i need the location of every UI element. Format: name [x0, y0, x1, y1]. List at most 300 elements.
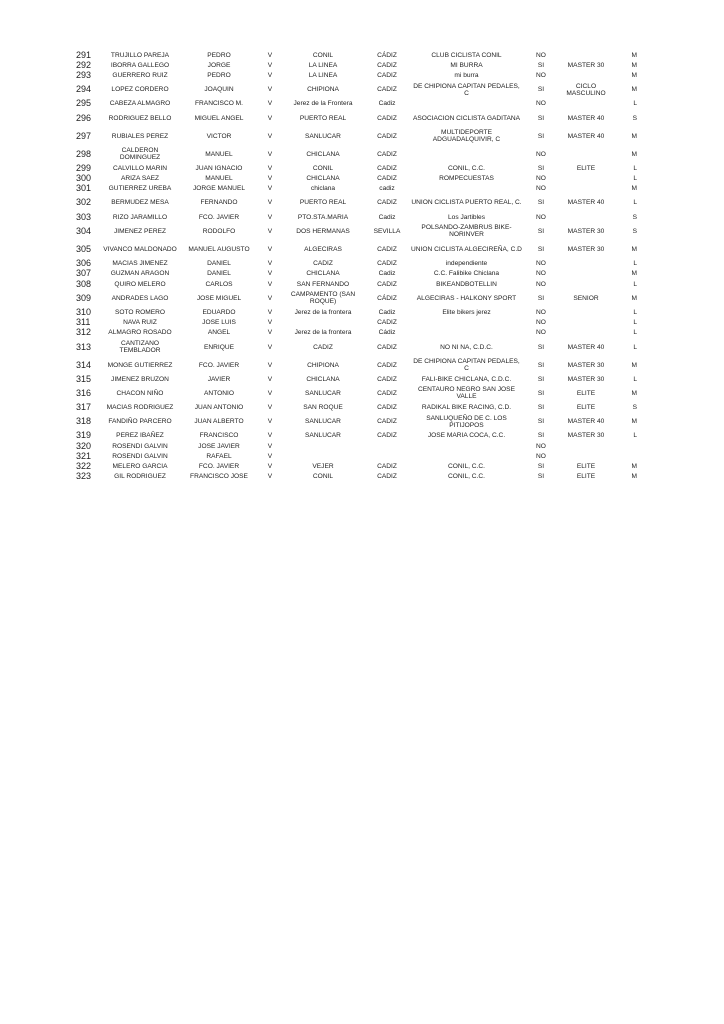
sex-cell: V [267, 294, 273, 302]
federated-cell: NO [536, 100, 546, 108]
federated-cell: SI [537, 86, 545, 94]
sex-cell: V [267, 51, 273, 59]
surname-cell: PEREZ IBAÑEZ [116, 432, 164, 440]
size-cell: M [631, 473, 637, 481]
province-cell: SEVILLA [373, 227, 401, 235]
club-cell: CONIL, C.C. [447, 164, 485, 172]
sex-cell: V [267, 259, 273, 267]
club-cell: mi burra [454, 72, 479, 80]
club-cell: UNION CICLISTA PUERTO REAL, C. [411, 199, 522, 207]
first-name-cell: RODOLFO [202, 227, 236, 235]
table-row [62, 269, 637, 279]
size-cell: S [632, 213, 637, 221]
province-cell: CADIZ [377, 432, 397, 440]
federated-cell: SI [537, 227, 545, 235]
surname-cell: IBORRA GALLEGO [110, 61, 170, 69]
row-number: 316 [76, 387, 92, 398]
size-cell: L [633, 375, 637, 383]
first-name-cell: FRANCISCO [199, 432, 239, 440]
table-row [62, 163, 637, 173]
row-number: 300 [76, 173, 92, 184]
size-cell: S [632, 404, 637, 411]
province-cell: CADIZ [377, 280, 397, 288]
row-number: 305 [76, 243, 92, 254]
club-cell: RADIKAL BIKE RACING, C.D. [421, 404, 512, 411]
row-number: 291 [76, 50, 92, 60]
table-row [62, 127, 637, 145]
surname-cell: ROSENDI GALVIN [112, 452, 168, 460]
category-cell: MASTER 30 [567, 227, 605, 235]
category-cell: ELITE [576, 463, 596, 471]
category-cell: ELITE [576, 404, 596, 411]
federated-cell: NO [536, 452, 546, 460]
table-row [62, 413, 637, 431]
row-number: 302 [76, 197, 92, 208]
town-cell: PUERTO REAL [299, 199, 347, 207]
surname-cell: FANDIÑO PARCERO [108, 418, 172, 426]
table-row [62, 81, 637, 99]
row-number: 299 [76, 163, 92, 173]
federated-cell: NO [536, 270, 546, 278]
size-cell: L [633, 280, 637, 288]
club-cell: BIKEANDBOTELLIN [436, 280, 497, 288]
sex-cell: V [267, 185, 273, 193]
table-row [62, 145, 637, 163]
row-number: 311 [76, 317, 91, 328]
province-cell: CÁDIZ [377, 294, 397, 302]
club-cell: ALGECIRAS - HALKONY SPORT [416, 294, 517, 302]
sex-cell: V [267, 452, 273, 460]
row-number: 318 [76, 416, 92, 427]
table-row [62, 99, 637, 109]
first-name-cell: FERNANDO [200, 199, 238, 207]
federated-cell: SI [537, 114, 545, 122]
sex-cell: V [267, 114, 273, 122]
federated-cell: SI [537, 389, 545, 397]
size-cell [613, 451, 637, 461]
first-name-cell: PEDRO [207, 51, 231, 59]
sex-cell: V [267, 61, 273, 69]
federated-cell: SI [537, 432, 545, 440]
town-cell: SAN ROQUE [303, 404, 343, 411]
surname-cell: GIL RODRIGUEZ [114, 473, 166, 481]
category-cell: MASTER 30 [567, 61, 605, 69]
surname-cell: MONGE GUTIERREZ [107, 361, 173, 369]
club-cell: ROMPECUESTAS [439, 175, 494, 183]
club-cell: UNION CICLISTA ALGECIREÑA, C.D [411, 245, 522, 253]
row-number: 320 [76, 441, 92, 451]
town-cell: CHIPIONA [307, 361, 339, 369]
province-cell: CADIZ [377, 259, 397, 267]
size-cell: L [633, 175, 637, 183]
surname-cell: NAVA RUIZ [123, 319, 157, 327]
sex-cell: V [267, 375, 273, 383]
first-name-cell: FRANCISCO JOSE [190, 473, 248, 481]
row-number: 309 [76, 292, 92, 303]
table-row [62, 472, 637, 482]
category-cell: MASTER 30 [567, 375, 605, 383]
row-number: 322 [76, 461, 92, 472]
town-cell: PUERTO REAL [299, 114, 347, 122]
club-cell: Elite bikers jerez [442, 308, 491, 316]
federated-cell: NO [536, 175, 546, 183]
town-cell: LA LINEA [308, 61, 338, 69]
table-row [62, 384, 637, 402]
province-cell [364, 441, 410, 451]
town-cell: Jerez de la frontera [294, 308, 352, 316]
category-cell [559, 184, 613, 194]
size-cell: L [633, 319, 637, 327]
province-cell: CADIZ [377, 86, 397, 94]
province-cell: Cadiz [378, 308, 396, 316]
first-name-cell: JUAN ANTONIO [194, 404, 244, 411]
province-cell: CADIZ [377, 164, 397, 172]
sex-cell: V [267, 150, 273, 158]
town-cell: SANLUCAR [305, 432, 341, 440]
town-cell: CADIZ [313, 259, 333, 267]
category-cell [559, 50, 613, 60]
province-cell: CADIZ [377, 404, 397, 411]
sex-cell: V [267, 280, 273, 288]
table-row [62, 307, 637, 317]
first-name-cell: JORGE [207, 61, 231, 69]
row-number: 313 [76, 341, 92, 352]
category-cell: ELITE [576, 164, 596, 172]
category-cell: MASTER 30 [567, 245, 605, 253]
participants-rows [62, 50, 637, 482]
surname-cell: ROSENDI GALVIN [112, 442, 168, 450]
sex-cell: V [267, 213, 273, 221]
province-cell: CADIZ [377, 72, 397, 80]
federated-cell: NO [536, 442, 546, 450]
sex-cell: V [267, 329, 273, 337]
town-cell: CHICLANA [306, 375, 340, 383]
table-row [62, 318, 637, 328]
first-name-cell: JORGE MANUEL [192, 185, 246, 193]
size-cell: L [633, 432, 637, 440]
surname-cell: CANTIZANO TEMBLADOR [119, 339, 161, 355]
first-name-cell: JUAN ALBERTO [194, 418, 244, 426]
town-cell: SANLUCAR [305, 132, 341, 140]
size-cell: M [631, 86, 637, 94]
size-cell: M [631, 132, 637, 140]
sex-cell: V [267, 175, 273, 183]
surname-cell: GUERRERO RUIZ [112, 72, 168, 80]
row-number: 319 [76, 430, 92, 441]
table-row [62, 431, 637, 441]
first-name-cell: DANIEL [207, 270, 231, 278]
province-cell [364, 451, 410, 461]
row-number: 308 [76, 278, 92, 289]
size-cell: M [631, 185, 637, 193]
town-cell: SANLUCAR [305, 389, 341, 397]
sex-cell: V [267, 245, 273, 253]
province-cell: CADIZ [377, 245, 397, 253]
row-number: 303 [76, 212, 92, 222]
size-cell: L [633, 199, 637, 207]
sex-cell: V [267, 132, 273, 140]
surname-cell: ARIZA SAEZ [120, 175, 160, 183]
club-cell: JOSE MARIA COCA, C.C. [427, 432, 506, 440]
town-cell: Jerez de la frontera [294, 329, 352, 337]
table-row [62, 441, 637, 451]
federated-cell: NO [536, 51, 546, 59]
size-cell: M [631, 61, 637, 69]
surname-cell: ALMAGRO ROSADO [108, 329, 172, 337]
size-cell: M [631, 294, 637, 302]
surname-cell: MELERO GARCIA [112, 463, 168, 471]
first-name-cell: FRANCISCO M. [195, 100, 243, 108]
surname-cell: BERMUDEZ MESA [111, 199, 169, 207]
size-cell: M [631, 72, 637, 80]
size-cell: S [632, 114, 637, 122]
surname-cell: RODRIGUEZ BELLO [108, 114, 172, 122]
town-cell: CHICLANA [306, 150, 340, 158]
surname-cell: CALVILLO MARIN [112, 164, 168, 172]
town-cell: CONIL [312, 51, 334, 59]
club-cell [410, 99, 523, 109]
first-name-cell: VICTOR [206, 132, 232, 140]
table-row [62, 279, 637, 289]
town-cell: Jerez de la Frontera [293, 100, 353, 108]
first-name-cell: MIGUEL ANGEL [194, 114, 244, 122]
federated-cell: NO [536, 308, 546, 316]
first-name-cell: CARLOS [205, 280, 233, 288]
federated-cell: SI [537, 294, 545, 302]
club-cell: CLUB CICLISTA CONIL [431, 51, 502, 59]
province-cell: CADIZ [377, 463, 397, 471]
participants-table [62, 50, 637, 482]
first-name-cell: FCO. JAVIER [198, 361, 240, 369]
row-number: 315 [76, 374, 92, 384]
category-cell [559, 212, 613, 222]
province-cell: Cadiz [378, 213, 396, 221]
category-cell [559, 145, 613, 163]
club-cell [410, 318, 523, 328]
club-cell: MI BURRA [450, 61, 483, 69]
surname-cell: RUBIALES PEREZ [111, 132, 169, 140]
category-cell: MASTER 40 [567, 418, 605, 426]
town-cell: CAMPAMENTO (SAN ROQUE) [290, 291, 356, 306]
sex-cell: V [267, 319, 273, 327]
club-cell [410, 184, 523, 194]
sex-cell: V [267, 463, 273, 471]
town-cell: VEJER [312, 463, 334, 471]
table-row [62, 71, 637, 81]
federated-cell: NO [536, 329, 546, 337]
federated-cell: SI [537, 473, 545, 481]
town-cell: CHIPIONA [307, 86, 339, 94]
sex-cell: V [267, 442, 273, 450]
row-number: 293 [76, 70, 92, 81]
category-cell [559, 318, 613, 328]
row-number: 312 [76, 327, 92, 338]
club-cell: CONIL, C.C. [447, 473, 485, 481]
category-cell: MASTER 40 [567, 343, 605, 351]
size-cell: M [631, 245, 637, 253]
first-name-cell: ANGEL [207, 329, 231, 337]
surname-cell: CHACON NIÑO [116, 389, 164, 397]
category-cell [559, 258, 613, 268]
row-number: 298 [76, 148, 92, 159]
size-cell: L [633, 343, 637, 351]
table-row [62, 194, 637, 212]
category-cell [559, 441, 613, 451]
row-number: 321 [76, 451, 92, 461]
first-name-cell: JOSE JAVIER [198, 442, 240, 450]
table-row [62, 402, 637, 412]
row-number: 307 [76, 268, 92, 279]
province-cell: CADIZ [377, 473, 397, 481]
first-name-cell: JOSE MIGUEL [196, 294, 242, 302]
surname-cell: SOTO ROMERO [114, 308, 166, 316]
sex-cell: V [267, 389, 273, 397]
surname-cell: GUTIERREZ UREBA [108, 185, 172, 193]
province-cell: CÁDIZ [377, 51, 397, 59]
club-cell: ASOCIACION CICLISTA GADITANA [412, 114, 521, 122]
surname-cell: QUIRO MELERO [114, 280, 166, 288]
federated-cell: SI [537, 343, 545, 351]
federated-cell: SI [537, 164, 545, 172]
province-cell: CADIZ [377, 132, 397, 140]
category-cell: MASTER 30 [567, 432, 605, 440]
row-number: 310 [76, 307, 92, 317]
province-cell: CADIZ [377, 319, 397, 327]
province-cell: CADIZ [377, 343, 397, 351]
category-cell: MASTER 40 [567, 199, 605, 207]
sex-cell: V [267, 473, 273, 481]
size-cell: L [633, 164, 637, 172]
category-cell [559, 328, 613, 338]
federated-cell: SI [537, 361, 545, 369]
table-row [62, 212, 637, 222]
sex-cell: V [267, 361, 273, 369]
surname-cell: VIVANCO MALDONADO [103, 245, 177, 253]
table-row [62, 451, 637, 461]
club-cell: DE CHIPIONA CAPITAN PEDALES, C [413, 82, 520, 97]
category-cell: MASTER 30 [567, 361, 605, 369]
federated-cell: SI [537, 375, 545, 383]
surname-cell: CALDERON DOMINGUEZ [119, 146, 161, 162]
category-cell [559, 71, 613, 81]
first-name-cell: MANUEL AUGUSTO [188, 245, 250, 253]
row-number: 304 [76, 225, 92, 236]
table-row [62, 356, 637, 374]
table-row [62, 240, 637, 258]
size-cell: M [631, 51, 637, 59]
town-cell: ALGECIRAS [304, 245, 342, 253]
club-cell: POLSANDO-ZAMBRUS BIKE-NORINVER [421, 224, 512, 239]
table-row [62, 109, 637, 127]
first-name-cell: FCO. JAVIER [198, 463, 240, 471]
sex-cell: V [267, 308, 273, 316]
federated-cell: NO [536, 280, 546, 288]
club-cell [410, 441, 523, 451]
province-cell: Cádiz [378, 329, 396, 337]
town-cell [282, 441, 364, 451]
town-cell: CONIL [312, 164, 334, 172]
province-cell: Cadiz [378, 270, 396, 278]
category-cell [559, 451, 613, 461]
province-cell: CADIZ [377, 175, 397, 183]
first-name-cell: JOSE LUIS [202, 319, 236, 327]
table-row [62, 50, 637, 60]
category-cell [559, 173, 613, 183]
province-cell: CADIZ [377, 150, 397, 158]
club-cell: Los Jartibles [447, 213, 486, 221]
province-cell: cadiz [379, 185, 395, 193]
first-name-cell: PEDRO [207, 72, 231, 80]
town-cell: LA LINEA [308, 72, 338, 80]
row-number: 314 [76, 359, 92, 370]
size-cell: M [631, 361, 637, 369]
surname-cell: ANDRADES LAGO [111, 294, 169, 302]
surname-cell: MACIAS RODRIGUEZ [106, 404, 174, 411]
province-cell: CADIZ [377, 375, 397, 383]
row-number: 295 [76, 98, 92, 109]
size-cell: S [632, 227, 637, 235]
club-cell: SANLUQUEÑO DE C. LOS PITIJOPOS [426, 414, 507, 429]
category-cell [559, 269, 613, 279]
province-cell: CADIZ [377, 61, 397, 69]
province-cell: CADIZ [377, 389, 397, 397]
club-cell: independiente [445, 259, 488, 267]
town-cell [282, 451, 364, 461]
first-name-cell: DANIEL [207, 259, 231, 267]
federated-cell: SI [537, 404, 545, 411]
table-row [62, 289, 637, 307]
category-cell: MASTER 40 [567, 114, 605, 122]
town-cell: SANLUCAR [305, 418, 341, 426]
row-number: 296 [76, 112, 92, 123]
federated-cell: SI [537, 132, 545, 140]
table-row [62, 258, 637, 268]
surname-cell: LOPEZ CORDERO [111, 86, 169, 94]
surname-cell: TRUJILLO PAREJA [110, 51, 170, 59]
first-name-cell: JUAN IGNACIO [195, 164, 243, 172]
size-cell: L [633, 100, 637, 108]
federated-cell: NO [536, 213, 546, 221]
surname-cell: GUZMAN ARAGON [110, 270, 170, 278]
sex-cell: V [267, 100, 273, 108]
size-cell: M [631, 150, 637, 158]
town-cell: PTO.STA.MARIA [297, 213, 349, 221]
category-cell [559, 279, 613, 289]
federated-cell: NO [536, 185, 546, 193]
table-row [62, 222, 637, 240]
sex-cell: V [267, 72, 273, 80]
sex-cell: V [267, 199, 273, 207]
town-cell: CONIL [312, 473, 334, 481]
category-cell: SENIOR [573, 294, 599, 302]
size-cell: L [633, 329, 637, 337]
surname-cell: JIMENEZ BRUZON [111, 375, 169, 383]
category-cell [559, 307, 613, 317]
sex-cell: V [267, 227, 273, 235]
sex-cell: V [267, 164, 273, 172]
table-row [62, 173, 637, 183]
club-cell [410, 328, 523, 338]
town-cell: DOS HERMANAS [296, 227, 350, 235]
town-cell: SAN FERNANDO [296, 280, 350, 288]
row-number: 297 [76, 130, 92, 141]
club-cell: CONIL, C.C. [447, 463, 485, 471]
row-number: 317 [76, 402, 92, 412]
first-name-cell: JAVIER [207, 375, 231, 383]
federated-cell: NO [536, 72, 546, 80]
first-name-cell: ANTONIO [204, 389, 234, 397]
club-cell: FALI-BIKE CHICLANA, C.D.C. [421, 375, 512, 383]
